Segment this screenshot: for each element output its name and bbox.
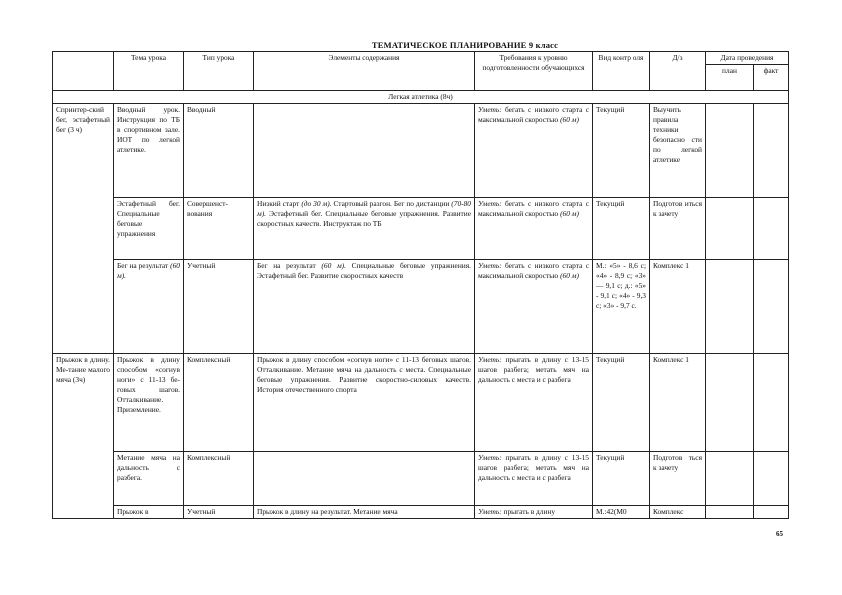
requirements — [475, 198, 593, 260]
table-row — [53, 198, 789, 260]
date-plan-cell — [706, 260, 754, 354]
content-elements — [254, 198, 475, 260]
content-elements: Прыжок в длину на результат. Метание мяча — [254, 506, 475, 519]
elements-part-italic: (60 м). — [321, 261, 346, 271]
requirements-lead: Уметь: — [478, 105, 502, 115]
date-plan-cell — [706, 452, 754, 506]
requirements — [475, 260, 593, 354]
date-plan-cell — [706, 198, 754, 260]
requirements-lead: Уметь: — [478, 261, 502, 271]
date-fact-cell — [754, 104, 789, 198]
requirements-text: бегать с низкого старта с максимальной скоростью — [478, 199, 589, 219]
requirements-text: прыгать в длину с 13-15 шагов разбега; метать мяч на дальность с места и с разбега — [478, 355, 589, 385]
block-name: Прыжок в длину. Ме-тание малого мяча (3ч) — [53, 354, 114, 519]
table-row — [53, 104, 789, 198]
requirements — [475, 506, 593, 519]
lesson-topic: Прыжок в — [114, 506, 184, 519]
elements-part: Специальные беговые упражнения. Эстафетный бег. Развитие скоростных качеств — [257, 261, 471, 281]
page-title: ТЕМАТИЧЕСКОЕ ПЛАНИРОВАНИЕ 9 класс — [371, 40, 559, 50]
content-elements — [254, 452, 475, 506]
lesson-topic: Эстафетный бег. Специальные беговые упражнения — [114, 198, 184, 260]
homework: Подготов иться к зачету — [650, 198, 706, 260]
date-plan-cell — [706, 104, 754, 198]
table-row — [53, 260, 789, 354]
requirements-tail: (60 м) — [560, 271, 579, 281]
header-date: Дата проведения — [706, 52, 789, 65]
control-type: М.: «5» - 8,6 с; «4» - 8,9 с; «3» — 9,1 с; д.: «5» - 9,1 с; «4» - 9,3 с; «3» - 9,7 с. — [593, 260, 650, 354]
requirements-lead: Уметь: — [478, 199, 502, 209]
homework: Комплекс 1 — [650, 260, 706, 354]
table-row — [53, 452, 789, 506]
header-empty — [53, 52, 114, 91]
requirements-text: бегать с низкого старта с максимальной скоростью — [478, 261, 589, 281]
requirements — [475, 452, 593, 506]
header-date-plan: план — [706, 65, 754, 91]
elements-part-italic: (до 30 м). — [301, 199, 332, 209]
header-lesson-type: Тип урока — [184, 52, 254, 91]
requirements-lead: Уметь: — [478, 507, 502, 517]
content-elements — [254, 104, 475, 198]
requirements — [475, 354, 593, 452]
requirements-text: бегать с низкого старта с максимальной скоростью — [478, 105, 589, 125]
requirements-text: прыгать в длину с 13-15 шагов разбега; метать мяч на дальность с места и с разбега — [478, 453, 589, 483]
elements-part: Эстафетный бег. Специальные беговые упражнения. Развитие скоростных качеств. Инструктаж по ТБ — [257, 209, 471, 229]
topic-part: Бег на результат — [117, 261, 171, 271]
control-type: Текущий — [593, 198, 650, 260]
homework: Комплекс 1 — [650, 354, 706, 452]
content-elements — [254, 260, 475, 354]
lesson-type: Комплексный — [184, 452, 254, 506]
control-type: Текущий — [593, 104, 650, 198]
lesson-topic — [114, 260, 184, 354]
elements-part: Низкий старт — [257, 199, 302, 209]
lesson-type: Вводный — [184, 104, 254, 198]
topic-part-italic: (60 м). — [117, 261, 180, 281]
header-topic: Тема урока — [114, 52, 184, 91]
elements-part: Стартовый разгон. Бег по дистанции — [331, 199, 452, 209]
header-date-fact: факт — [754, 65, 789, 91]
content-elements: Прыжок в длину способом «согнув ноги» с 11-13 беговых шагов. Отталкивание. Метание мяча на дальность с места. Специальные беговые упражнения. Развитие скоростно-силовых качеств. История отечественного спорта — [254, 354, 475, 452]
table-row — [53, 354, 789, 452]
section-heading: Легкая атлетика (8ч) — [53, 91, 789, 104]
requirements-lead: Уметь: — [478, 355, 502, 365]
date-plan-cell — [706, 354, 754, 452]
block-name: Спринтер-ский бег, эстафетный бег (3 ч) — [53, 104, 114, 354]
requirements — [475, 104, 593, 198]
date-fact-cell — [754, 260, 789, 354]
date-fact-cell — [754, 198, 789, 260]
elements-part-italic: (70-80 м). — [257, 199, 472, 219]
date-fact-cell — [754, 354, 789, 452]
requirements-lead: Уметь: — [478, 453, 502, 463]
date-fact-cell — [754, 506, 789, 519]
lesson-topic: Метание мяча на дальность с разбега. — [114, 452, 184, 506]
elements-part: Бег на результат — [257, 261, 322, 271]
homework: Подготов ться к зачету — [650, 452, 706, 506]
control-type: Текущий — [593, 452, 650, 506]
date-plan-cell — [706, 506, 754, 519]
control-type: Текущий — [593, 354, 650, 452]
lesson-type: Комплексный — [184, 354, 254, 452]
requirements-tail: (60 м) — [560, 115, 579, 125]
table-row — [53, 506, 789, 519]
lesson-topic: Вводный урок. Инструкция по ТБ в спортивном зале. ИОТ по легкой атлетике. — [114, 104, 184, 198]
header-homework: Д/з — [650, 52, 706, 91]
lesson-type: Совершенст-вования — [184, 198, 254, 260]
planning-table — [52, 51, 789, 519]
homework: Выучить правила техники безопасно сти по легкой атлетике — [650, 104, 706, 198]
homework: Комплекс — [650, 506, 706, 519]
lesson-type: Учетный — [184, 260, 254, 354]
lesson-topic: Прыжок в длину способом «согнув ноги» с 11-13 бе-говых шагов. Отталкивание. Приземление. — [114, 354, 184, 452]
header-requirements: Требования к уровню подготовленности обучающихся — [475, 52, 593, 91]
requirements-text: прыгать в длину — [501, 507, 556, 517]
header-elements: Элементы содержания — [254, 52, 475, 91]
header-control: Вид контр оля — [593, 52, 650, 91]
requirements-tail: (60 м) — [560, 209, 579, 219]
control-type: М.:42(М0 — [593, 506, 650, 519]
date-fact-cell — [754, 452, 789, 506]
lesson-type: Учетный — [184, 506, 254, 519]
page-number: 65 — [776, 530, 783, 538]
